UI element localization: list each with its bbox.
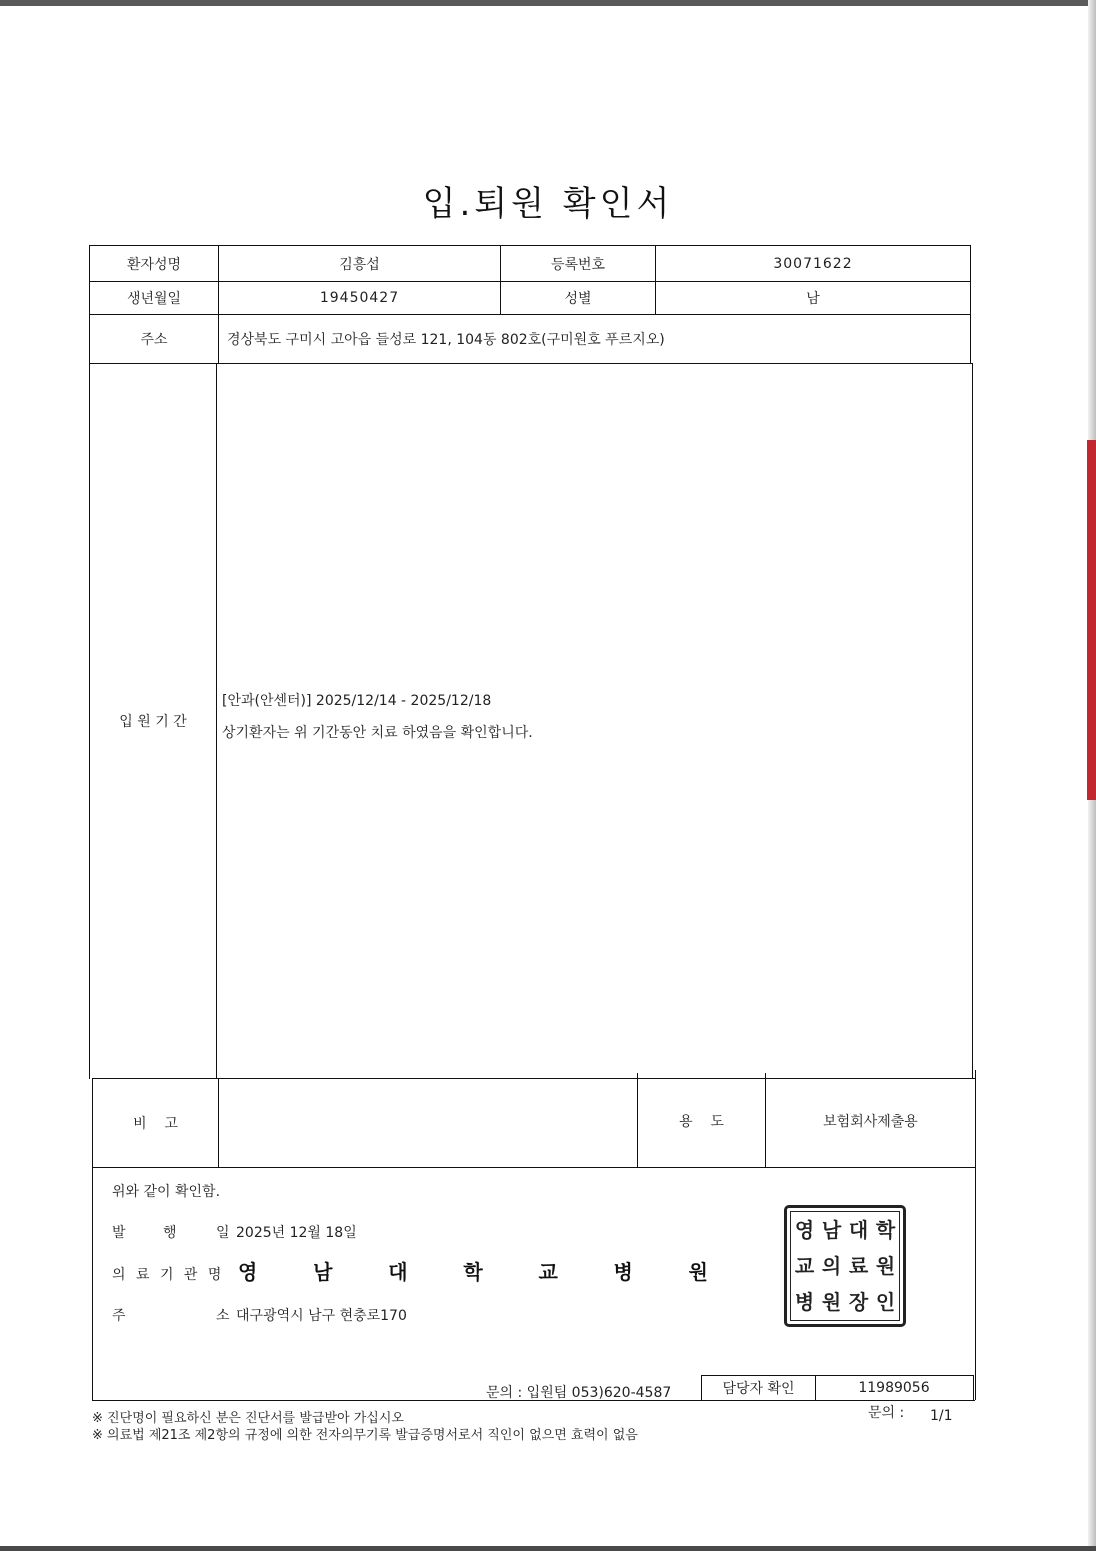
page-number: 1/1	[930, 1408, 953, 1424]
registration-number-label: 등록번호	[550, 256, 606, 273]
institution-name-char: 병	[613, 1260, 633, 1284]
seal-glyph: 원	[821, 1290, 842, 1314]
address-label: 주소	[140, 332, 168, 348]
patient-name-label: 환자성명	[126, 256, 182, 273]
seal-glyph: 료	[848, 1254, 869, 1278]
purpose-label: 용 도	[679, 1113, 724, 1130]
seal-glyph: 학	[875, 1218, 896, 1242]
inquiry-contact: 문의 : 입원팀 053)620-4587	[486, 1385, 672, 1401]
scan-edge-bottom	[0, 1546, 1096, 1551]
staff-confirm-label: 담당자 확인	[701, 1375, 816, 1401]
official-seal-stamp	[784, 1205, 906, 1327]
issue-date-label-c: 일	[216, 1225, 230, 1241]
stay-period-label: 입 원 기 간	[119, 714, 187, 730]
institution-name-char: 남	[313, 1260, 333, 1284]
stay-statement: 상기환자는 위 기간동안 치료 하였음을 확인합니다.	[222, 725, 533, 741]
sex-label: 성별	[564, 291, 592, 307]
birth-date-value: 19450427	[319, 290, 400, 306]
seal-glyph: 의	[821, 1254, 842, 1278]
patient-name-value: 김흥섭	[339, 256, 380, 273]
seal-glyph: 남	[821, 1218, 842, 1242]
institution-address-label-a: 주	[112, 1308, 126, 1324]
seal-glyph: 인	[875, 1290, 896, 1314]
document-title: 입.퇴원 확인서	[422, 184, 674, 224]
birth-date-label: 생년월일	[126, 291, 182, 307]
seal-glyph-grid	[790, 1211, 900, 1321]
staff-confirm-value: 11989056	[815, 1375, 974, 1401]
remarks-value	[219, 1079, 637, 1167]
seal-glyph: 대	[848, 1218, 869, 1242]
inquiry-short: 문의 :	[868, 1405, 905, 1421]
purpose-value: 보험회사제출용	[823, 1113, 918, 1130]
institution-name-char: 영	[238, 1260, 258, 1284]
institution-name-char: 원	[688, 1260, 708, 1284]
issue-date-label-b: 행	[163, 1225, 177, 1241]
seal-glyph: 병	[794, 1290, 815, 1314]
seal-glyph: 원	[875, 1254, 896, 1278]
footer-note-diagnosis: ※ 진단명이 필요하신 분은 진단서를 발급받아 가십시오	[92, 1411, 404, 1426]
institution-address-label-b: 소	[216, 1308, 230, 1324]
institution-name	[238, 1256, 708, 1285]
issue-date-label-a: 발	[112, 1225, 126, 1241]
scan-edge-red-stripe	[1087, 440, 1096, 800]
stay-period-value: [안과(안센터)] 2025/12/14 - 2025/12/18	[222, 693, 492, 709]
seal-glyph: 장	[848, 1290, 869, 1314]
issue-date-value: 2025년 12월 18일	[236, 1225, 357, 1241]
footer-note-legal: ※ 의료법 제21조 제2항의 규정에 의한 전자의무기록 발급증명서로서 직인이 없으면 효력이 없음	[92, 1428, 638, 1443]
seal-glyph: 교	[794, 1254, 815, 1278]
seal-glyph: 영	[794, 1218, 815, 1242]
remarks-label: 비 고	[133, 1116, 178, 1132]
institution-name-char: 학	[463, 1260, 483, 1284]
institution-label: 의 료 기 관 명	[112, 1267, 225, 1283]
institution-address-value: 대구광역시 남구 현충로170	[236, 1308, 407, 1324]
sex-value: 남	[806, 291, 820, 307]
address-value: 경상북도 구미시 고아읍 들성로 121, 104동 802호(구미원호 푸르지오)	[227, 332, 665, 348]
registration-number-value: 30071622	[773, 255, 853, 272]
institution-name-char: 교	[538, 1260, 558, 1284]
confirm-text: 위와 같이 확인함.	[112, 1184, 221, 1200]
scan-edge-top	[0, 0, 1096, 6]
institution-name-char: 대	[388, 1260, 408, 1284]
